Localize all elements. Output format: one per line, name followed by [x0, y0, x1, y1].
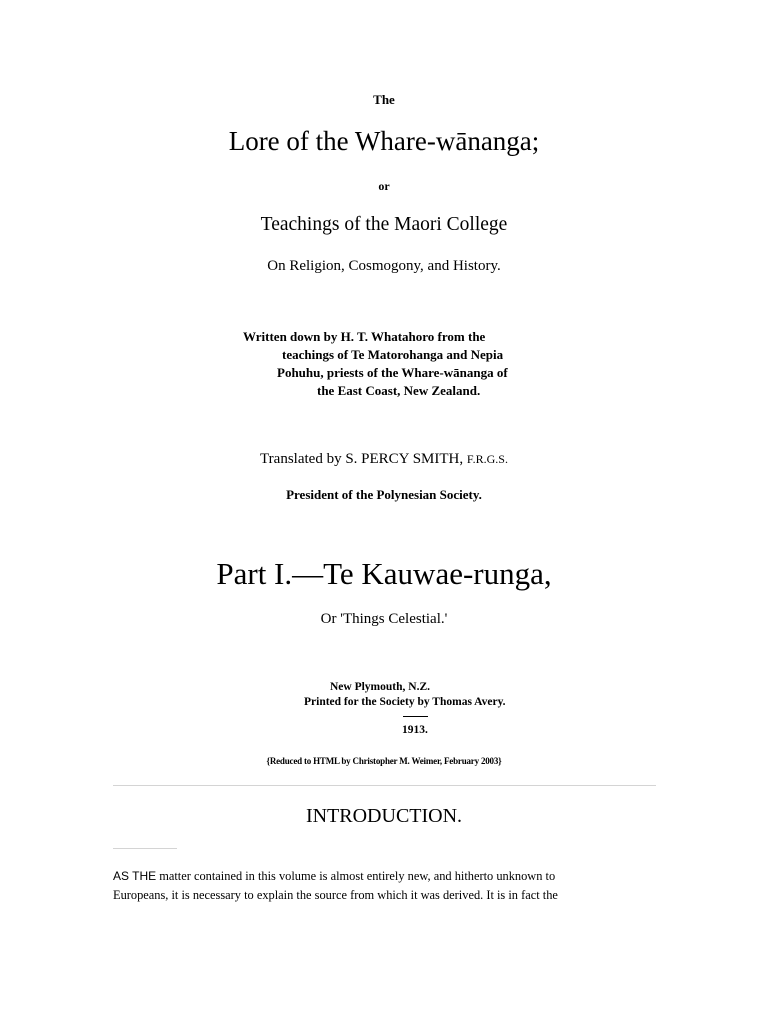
translator-suffix: F.R.G.S.: [466, 452, 508, 466]
the-label: The: [373, 92, 395, 107]
introduction-paragraph: [113, 867, 658, 905]
publisher-place: New Plymouth, N.Z.: [330, 681, 430, 693]
written-line-3: Pohuhu, priests of the Whare-wānanga of: [277, 365, 508, 380]
translator-line: [0, 451, 768, 468]
translated-by-text: Translated by S. PERCY SMITH,: [260, 451, 464, 467]
printed-for: Printed for the Society by Thomas Avery.: [304, 696, 506, 708]
main-title: Lore of the Whare-wānanga;: [228, 126, 540, 156]
subtitle: Teachings of the Maori College: [260, 214, 508, 235]
lead-words: AS THE: [113, 869, 157, 883]
subject-line: On Religion, Cosmogony, and History.: [267, 258, 501, 274]
part-title: Part I.—Te Kauwae-runga,: [216, 556, 552, 591]
line-1-rest: matter contained in this volume is almost entirely new, and hitherto unknown to: [156, 869, 556, 883]
written-line-4: the East Coast, New Zealand.: [317, 383, 481, 398]
reduced-note: {Reduced to HTML by Christopher M. Weimer, February 2003}: [266, 756, 502, 766]
president-line: President of the Polynesian Society.: [286, 487, 482, 502]
or-label: or: [378, 179, 390, 193]
paragraph-line-2: Europeans, it is necessary to explain the source from which it was derived. It is in fact the: [113, 888, 558, 902]
introduction-heading: INTRODUCTION.: [305, 805, 463, 827]
written-line-2: teachings of Te Matorohanga and Nepia: [282, 347, 504, 362]
short-rule: [113, 848, 177, 849]
year: 1913.: [402, 724, 428, 736]
dash-divider: [403, 716, 428, 717]
paragraph-line-1: [113, 867, 658, 886]
part-subtitle: Or 'Things Celestial.': [320, 611, 448, 627]
horizontal-rule: [113, 785, 656, 786]
written-line-1: Written down by H. T. Whatahoro from the: [243, 329, 486, 344]
